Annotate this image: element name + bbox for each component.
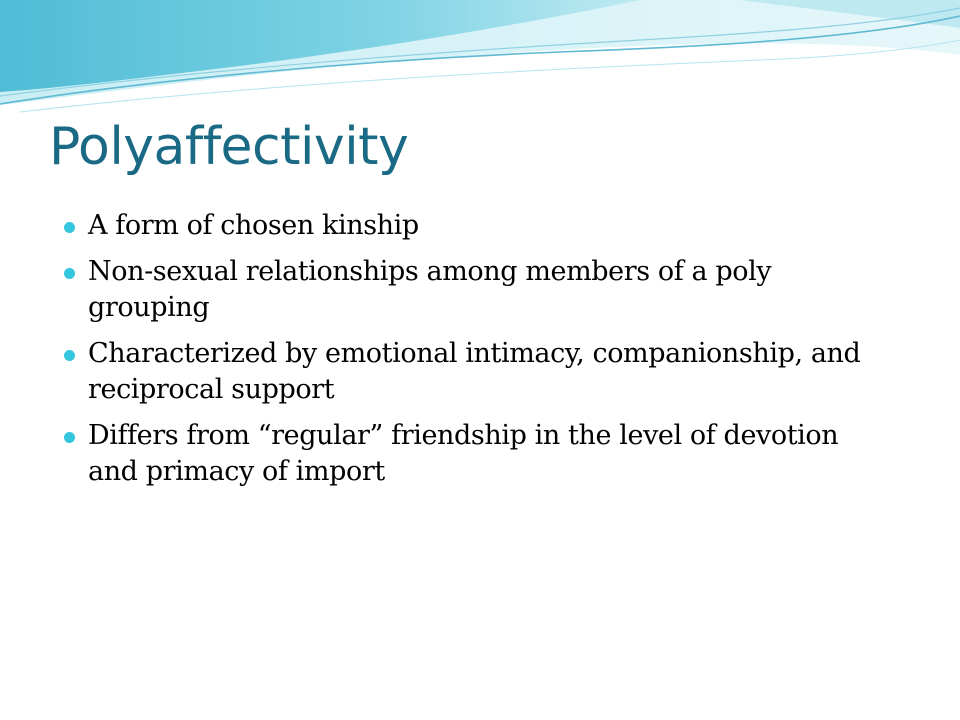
bullet-list <box>64 208 894 500</box>
bullet-text: Characterized by emotional intimacy, companionship, and reciprocal support <box>88 338 861 405</box>
list-item <box>64 418 894 490</box>
list-item <box>64 208 894 244</box>
bullet-dot-icon <box>64 432 75 443</box>
slide-title: Polyaffectivity <box>49 117 409 177</box>
list-item <box>64 254 894 326</box>
wave-header-decoration <box>0 0 960 120</box>
bullet-text: Differs from “regular” friendship in the level of devotion and primacy of import <box>88 420 839 487</box>
list-item <box>64 336 894 408</box>
bullet-dot-icon <box>64 222 75 233</box>
bullet-dot-icon <box>64 268 75 279</box>
bullet-text: A form of chosen kinship <box>88 210 419 241</box>
bullet-dot-icon <box>64 350 75 361</box>
bullet-text: Non-sexual relationships among members of a poly grouping <box>88 256 772 323</box>
